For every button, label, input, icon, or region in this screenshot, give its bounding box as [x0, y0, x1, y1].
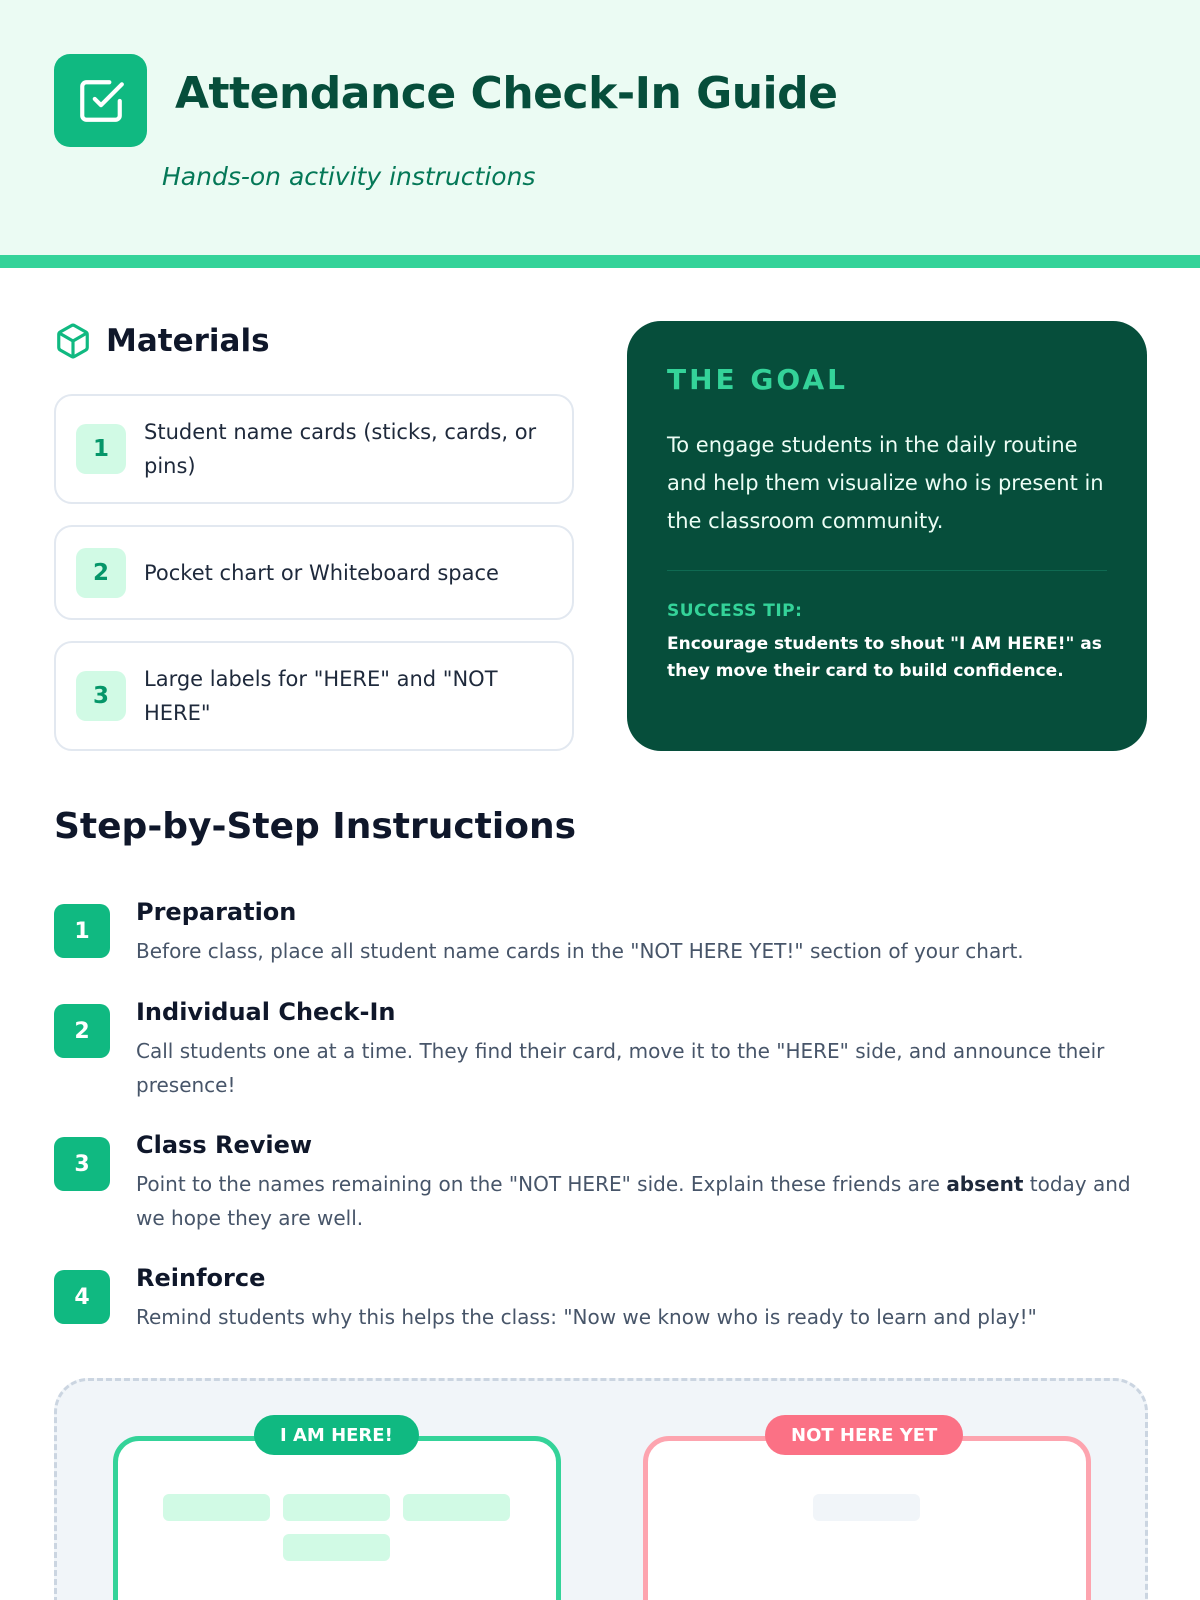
- step-body-text: today and we hope they are well.: [136, 1172, 1131, 1230]
- not-here-label: NOT HERE YET: [765, 1415, 963, 1455]
- material-label: Large labels for "HERE" and "NOT HERE": [144, 667, 498, 725]
- here-label: I AM HERE!: [254, 1415, 419, 1455]
- here-panel: [113, 1424, 561, 1600]
- step-body-emphasis: absent: [946, 1172, 1024, 1196]
- step-number: 1: [54, 904, 110, 958]
- material-item: [54, 525, 574, 620]
- goal-body: To engage students in the daily routine and help them visualize who is present in the classroom community.: [667, 433, 1104, 533]
- step-title: Reinforce: [136, 1264, 266, 1292]
- materials-heading: [54, 322, 270, 360]
- goal-card: [627, 321, 1147, 751]
- step-title: Individual Check-In: [136, 998, 396, 1026]
- name-card: [283, 1494, 390, 1521]
- step-title: Class Review: [136, 1131, 313, 1159]
- checkbox-icon: [76, 76, 126, 126]
- material-item: [54, 394, 574, 504]
- step-number: 3: [54, 1137, 110, 1191]
- step-body-text: Point to the names remaining on the "NOT HERE" side. Explain these friends are: [136, 1172, 947, 1196]
- success-tip-body: Encourage students to shout "I AM HERE!" as they move their card to build confidence.: [667, 634, 1102, 681]
- logo: [54, 54, 147, 147]
- page-header: [0, 0, 1200, 268]
- material-number: 2: [76, 548, 126, 598]
- name-card: [403, 1494, 510, 1521]
- step-body: Call students one at a time. They find their card, move it to the "HERE" side, and announce their presence!: [136, 1039, 1105, 1097]
- page-subtitle: Hands-on activity instructions: [162, 162, 536, 191]
- material-label: Student name cards (sticks, cards, or pins): [144, 420, 537, 478]
- step-body: [136, 1167, 1136, 1235]
- name-card: [813, 1494, 920, 1521]
- name-card: [163, 1494, 270, 1521]
- success-tip-label: SUCCESS TIP:: [667, 601, 803, 621]
- step-number: 4: [54, 1270, 110, 1324]
- step-body: Remind students why this helps the class: "Now we know who is ready to learn and play!": [136, 1305, 1037, 1329]
- box-icon: [54, 322, 92, 360]
- not-here-panel: [643, 1424, 1091, 1600]
- material-item: [54, 641, 574, 751]
- step-number: 2: [54, 1004, 110, 1058]
- page-title: Attendance Check-In Guide: [175, 68, 838, 119]
- material-number: 1: [76, 424, 126, 474]
- step-title: Preparation: [136, 898, 297, 926]
- steps-title: Step-by-Step Instructions: [54, 806, 577, 847]
- name-card: [283, 1534, 390, 1561]
- materials-title: Materials: [106, 323, 270, 359]
- goal-title: THE GOAL: [667, 363, 848, 396]
- material-label: Pocket chart or Whiteboard space: [144, 560, 499, 585]
- step-body: Before class, place all student name cards in the "NOT HERE YET!" section of your chart.: [136, 939, 1024, 963]
- attendance-board-illustration: [54, 1378, 1148, 1600]
- material-number: 3: [76, 671, 126, 721]
- goal-divider: [667, 570, 1107, 571]
